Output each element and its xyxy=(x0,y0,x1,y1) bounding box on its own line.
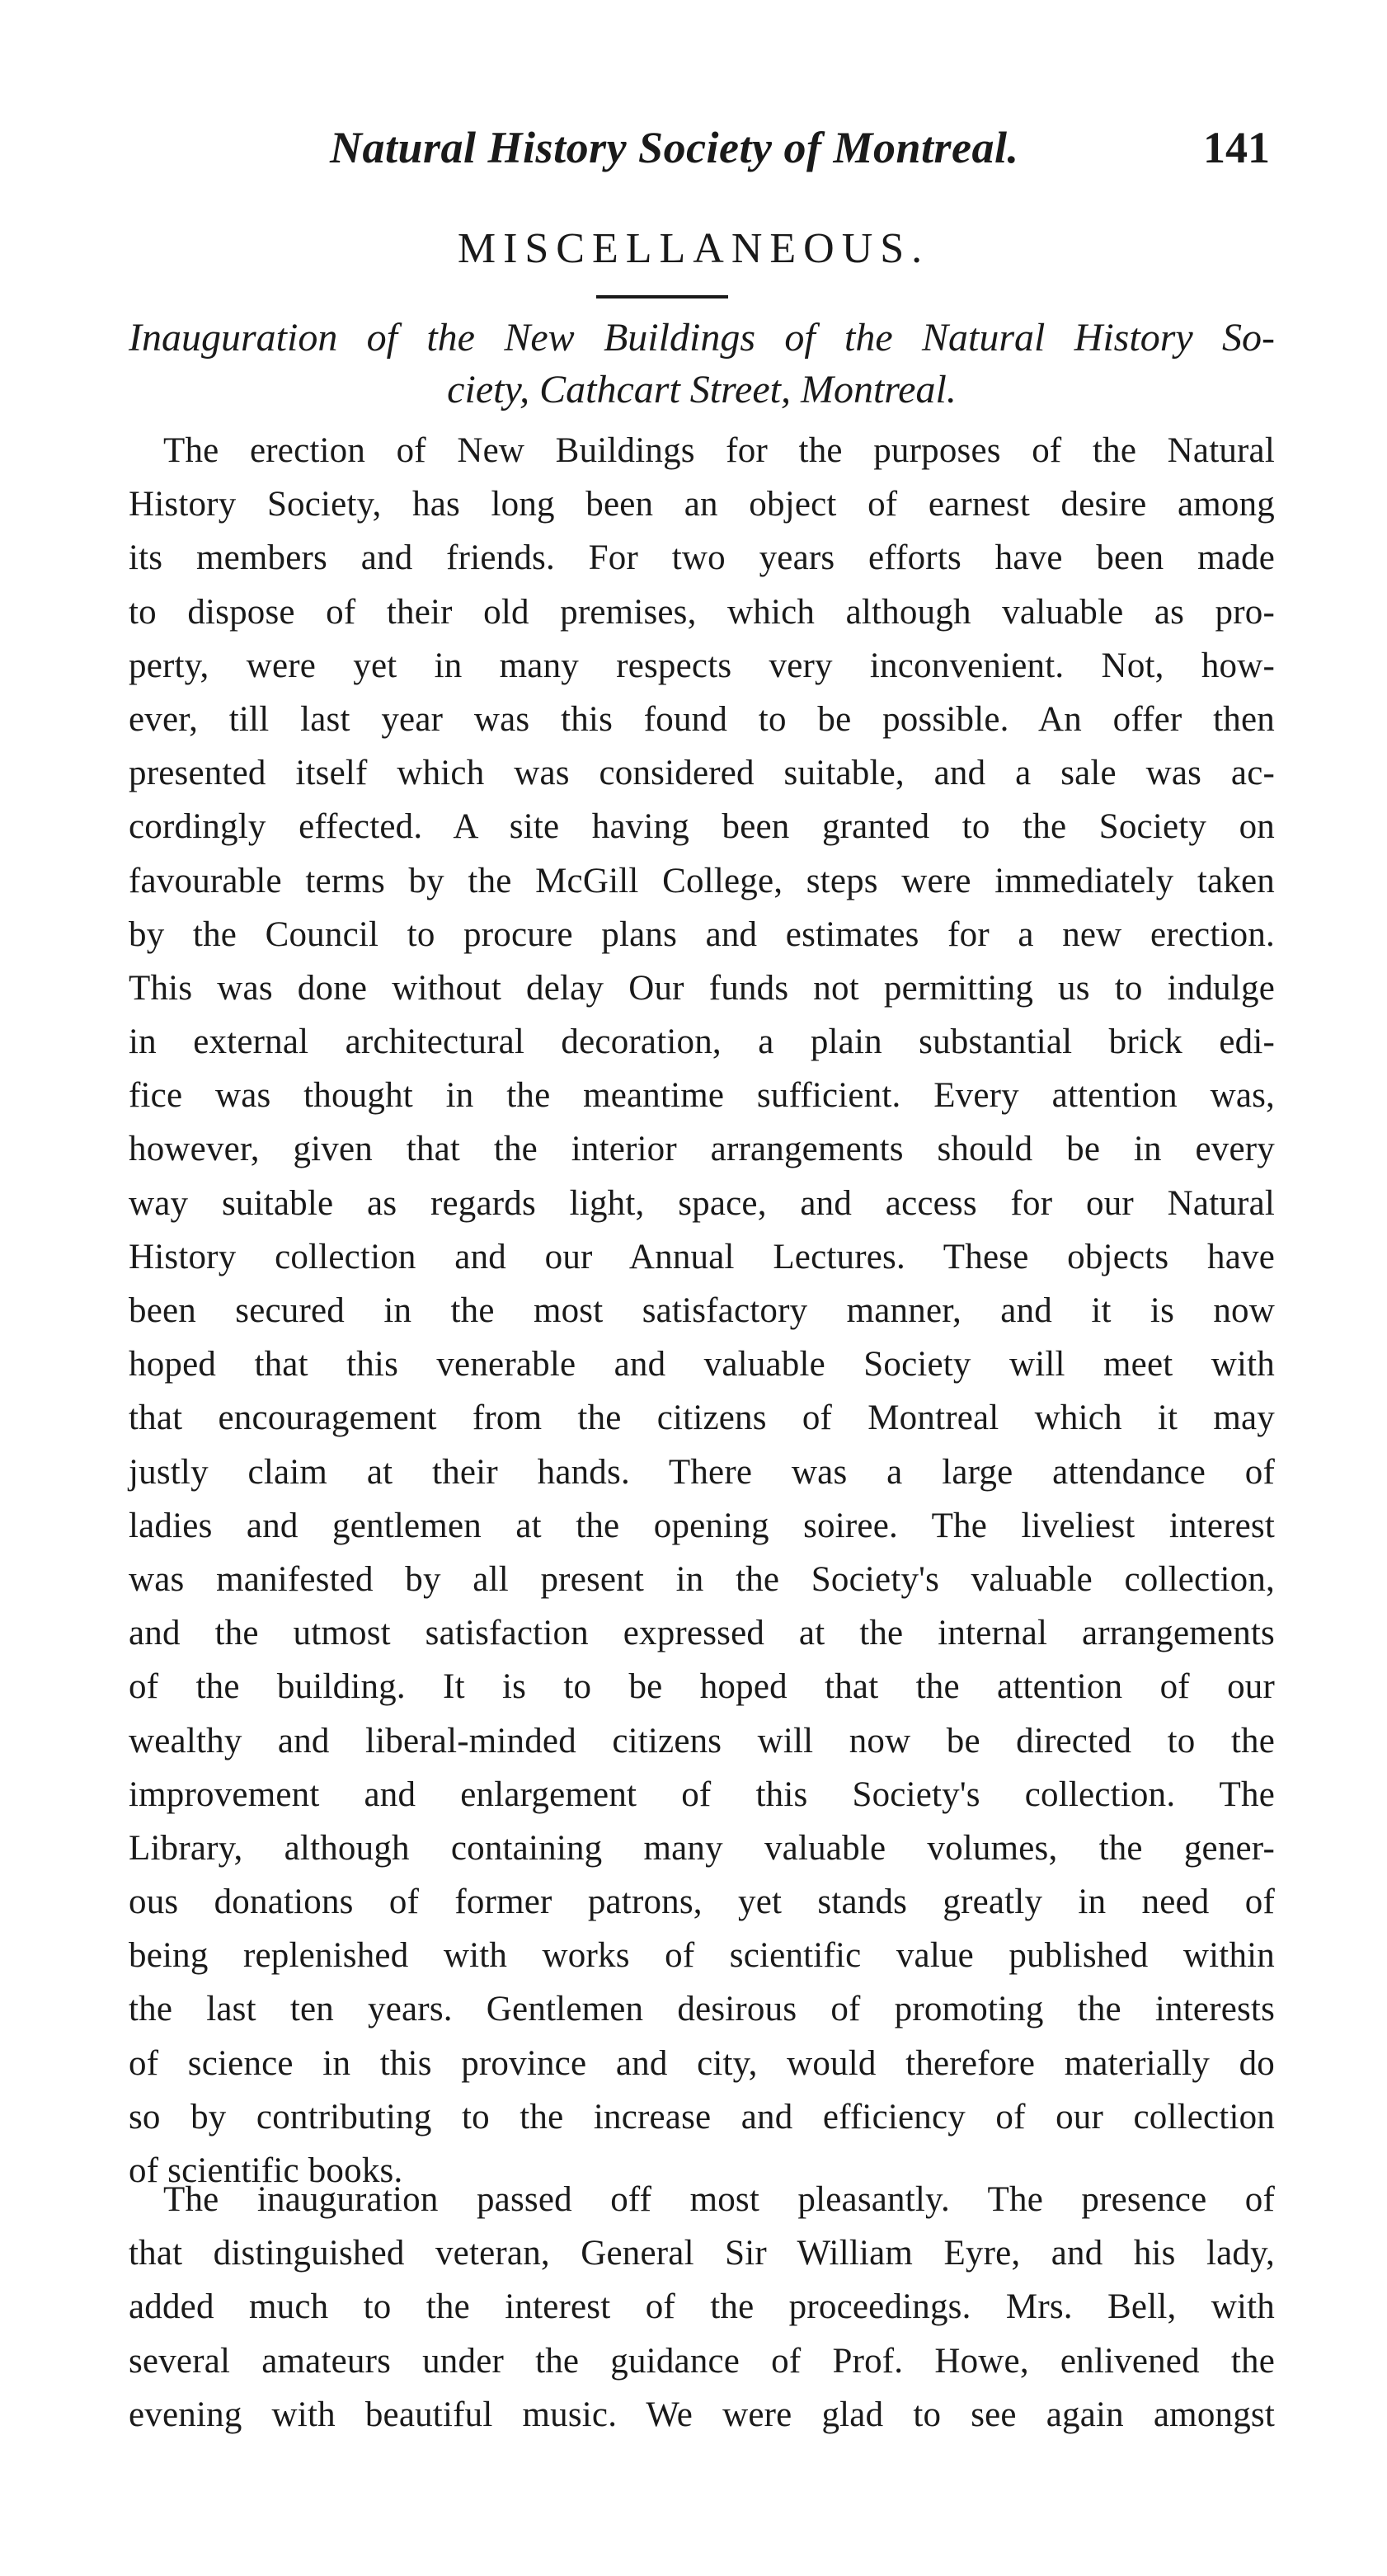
text-line: ever, till last year was this found to be possible. An offer then xyxy=(129,699,1275,739)
text-line: several amateurs under the guidance of Prof. Howe, enlivened the xyxy=(129,2341,1275,2381)
text-line: of the building. It is to be hoped that the attention of our xyxy=(129,1667,1275,1707)
text-line: justly claim at their hands. There was a large attendance of xyxy=(129,1452,1275,1492)
text-line: been secured in the most satisfactory manner, and it is now xyxy=(129,1291,1275,1330)
running-title: Natural History Society of Montreal. xyxy=(330,123,1019,172)
text-line: so by contributing to the increase and efficiency of our collection xyxy=(129,2097,1275,2136)
text-line: fice was thought in the meantime sufficient. Every attention was, xyxy=(129,1076,1275,1116)
text-line: however, given that the interior arrangements should be in every xyxy=(129,1130,1275,1169)
text-line: presented itself which was considered suitable, and a sale was ac- xyxy=(129,754,1275,793)
running-head xyxy=(124,122,1295,188)
text-line: This was done without delay Our funds not permitting us to indulge xyxy=(129,968,1275,1008)
text-line: added much to the interest of the proceedings. Mrs. Bell, with xyxy=(129,2287,1275,2327)
text-line: its members and friends. For two years efforts have been made xyxy=(129,538,1275,578)
text-line: perty, were yet in many respects very inconvenient. Not, how- xyxy=(129,646,1275,685)
text-line: and the utmost satisfaction expressed at the internal arrangements xyxy=(129,1614,1275,1653)
text-line: improvement and enlargement of this Society's collection. The xyxy=(129,1775,1275,1814)
text-line: that encouragement from the citizens of Montreal which it may xyxy=(129,1398,1275,1438)
text-line: favourable terms by the McGill College, steps were immediately taken xyxy=(129,861,1275,900)
text-line: to dispose of their old premises, which although valuable as pro- xyxy=(129,592,1275,632)
text-line: of scientific books. xyxy=(129,2151,403,2190)
text-line: in external architectural decoration, a plain substantial brick edi- xyxy=(129,1022,1275,1062)
text-line: was manifested by all present in the Society's valuable collection, xyxy=(129,1559,1275,1599)
text-line: The inauguration passed off most pleasantly. The presence of xyxy=(163,2180,1275,2219)
text-line: of science in this province and city, would therefore materially do xyxy=(129,2043,1275,2083)
text-line: evening with beautiful music. We were glad to see again amongst xyxy=(129,2395,1275,2434)
paragraph-1 xyxy=(129,424,1275,2198)
text-line: History Society, has long been an object of earnest desire among xyxy=(129,485,1275,524)
subtitle-line: ciety, Cathcart Street, Montreal. xyxy=(447,368,957,411)
text-line: that distinguished veteran, General Sir William Eyre, and his lady, xyxy=(129,2234,1275,2273)
text-line: The erection of New Buildings for the purposes of the Natural xyxy=(163,431,1275,470)
text-line: wealthy and liberal-minded citizens will now be directed to the xyxy=(129,1721,1275,1760)
text-line: ladies and gentlemen at the opening soiree. The liveliest interest xyxy=(129,1506,1275,1545)
section-title: MISCELLANEOUS. xyxy=(457,225,930,272)
section-rule xyxy=(596,295,728,298)
text-line: hoped that this venerable and valuable Society will meet with xyxy=(129,1345,1275,1384)
paragraph-2 xyxy=(129,2173,1275,2442)
page-number: 141 xyxy=(1203,123,1270,172)
subtitle-line: Inauguration of the New Buildings of the Natural History So- xyxy=(129,316,1275,360)
text-line: by the Council to procure plans and estimates for a new erection. xyxy=(129,914,1275,954)
text-line: cordingly effected. A site having been granted to the Society on xyxy=(129,807,1275,847)
article-subtitle xyxy=(129,312,1275,416)
text-line: being replenished with works of scientific value published within xyxy=(129,1936,1275,1976)
text-line: the last ten years. Gentlemen desirous of promoting the interests xyxy=(129,1990,1275,2029)
text-line: Library, although containing many valuable volumes, the gener- xyxy=(129,1828,1275,1868)
text-line: way suitable as regards light, space, and access for our Natural xyxy=(129,1183,1275,1223)
text-line: ous donations of former patrons, yet stands greatly in need of xyxy=(129,1883,1275,1922)
text-line: History collection and our Annual Lectures. These objects have xyxy=(129,1237,1275,1276)
